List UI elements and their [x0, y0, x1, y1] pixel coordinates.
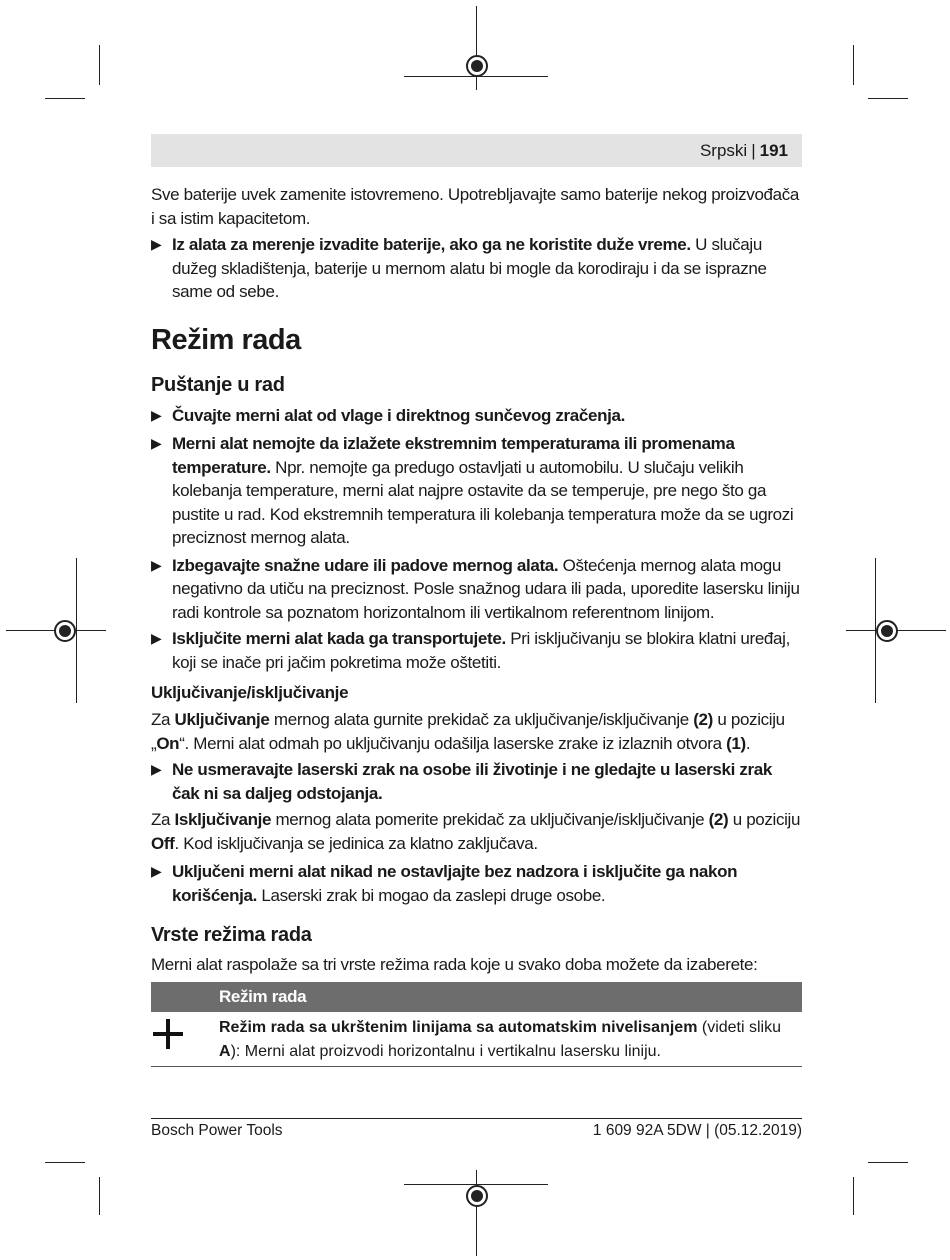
list-item: [151, 627, 802, 674]
bullet-text: Laserski zrak bi mogao da zaslepi druge osobe.: [256, 885, 606, 905]
list-item: [151, 404, 802, 428]
list-item: [151, 860, 802, 907]
bullet-triangle-icon: ▶: [151, 406, 162, 423]
page-footer: [151, 1118, 802, 1140]
bullet-triangle-icon: ▶: [151, 236, 162, 252]
bullet-bold-text: Čuvajte merni alat od vlage i direktnog sunčevog zračenja.: [172, 405, 626, 425]
registration-mark-icon: [466, 1185, 488, 1207]
bullet-triangle-icon: ▶: [151, 556, 162, 573]
list-item: [151, 432, 802, 550]
bullet-bold-text: Iz alata za merenje izvadite baterije, ako ga ne koristite duže vreme.: [172, 235, 691, 254]
bullet-text: U slučaju dužeg skladištenja, baterije u mernom alatu bi mogle da korodiraju i da se isprazne same od sebe.: [172, 235, 767, 301]
list-item: [151, 554, 802, 625]
modes-table: [151, 982, 802, 1067]
bullet-bold-text: Izbegavajte snažne udare ili padove mernog alata.: [172, 555, 559, 575]
registration-mark-icon: [54, 620, 76, 642]
paragraph: Za Uključivanje mernog alata gurnite prekidač za uključivanje/isključivanje (2) u poziciju „On“. Merni alat odmah po uključivanju odašilja laserske zrake iz izlaznih otvora (1).: [151, 710, 785, 753]
registration-mark-icon: [876, 620, 898, 642]
paragraph: Za Isključivanje mernog alata pomerite prekidač za uključivanje/isključivanje (2) u poziciju Off. Kod isključivanja se jedinica za klatno zaključava.: [151, 810, 801, 853]
subsection-title: Vrste režima rada: [151, 924, 312, 946]
paragraph: Sve baterije uvek zamenite istovremeno. Upotrebljavajte samo baterije nekog proizvođača i sa istim kapacitetom.: [151, 185, 800, 228]
registration-mark-icon: [466, 55, 488, 77]
bullet-triangle-icon: ▶: [151, 761, 162, 777]
bullet-text: Pri isključivanju se blokira klatni uređaj, koji se inače pri jačim pokretima može oštetiti.: [172, 629, 790, 672]
bullet-bold-text: Ne usmeravajte laserski zrak na osobe ili životinje i ne gledajte u laserski zrak čak ni sa daljeg odstojanja.: [172, 760, 772, 803]
plus-cross-icon: [151, 1016, 219, 1062]
page-header: [151, 134, 802, 167]
table-cell: Režim rada sa ukrštenim linijama sa automatskim nivelisanjem (videti sliku A): Merni alat proizvodi horizontalnu i vertikalnu lasersku liniju.: [219, 1018, 781, 1060]
bullet-bold-text: Isključite merni alat kada ga transportujete.: [172, 629, 506, 648]
bullet-bold-text: Merni alat nemojte da izlažete ekstremnim temperaturama ili promenama temperature.: [172, 434, 735, 477]
subsection-title: Puštanje u rad: [151, 373, 285, 396]
bullet-triangle-icon: ▶: [151, 630, 162, 646]
header-language: Srpski: [699, 140, 748, 160]
header-separator: |: [751, 140, 756, 160]
table-row: [151, 1012, 802, 1067]
bullet-text: Oštećenja mernog alata mogu negativno da utiču na preciznost. Posle snažnog udara ili pada, uporedite lasersku liniju radi kontrole sa poznatom horizontalnom ili vertikalnom referentnom linijom.: [172, 555, 800, 622]
list-item: [151, 758, 802, 805]
footer-brand: Bosch Power Tools: [151, 1122, 283, 1139]
section-title: Režim rada: [151, 323, 301, 356]
table-header: Režim rada: [151, 982, 802, 1012]
bullet-text: Npr. nemojte ga predugo ostavljati u automobilu. U slučaju velikih kolebanja temperature, merni alat najpre ostavite da se temperuje, pre nego što ga pustite u rad. Kod ekstremnih temperatura ili kolebanja temperatura može da se ugrozi preciznost mernog alata.: [172, 457, 794, 547]
page-content: [151, 134, 802, 1067]
bullet-triangle-icon: ▶: [151, 863, 162, 879]
bullet-bold-text: Uključeni merni alat nikad ne ostavljajte bez nadzora i isključite ga nakon korišćenja.: [172, 862, 738, 905]
footer-doc-id: 1 609 92A 5DW | (05.12.2019): [592, 1122, 802, 1139]
paragraph: Merni alat raspolaže sa tri vrste režima rada koje u svako doba možete da izaberete:: [151, 955, 758, 974]
bullet-triangle-icon: ▶: [151, 435, 162, 451]
subsection-title: Uključivanje/isključivanje: [151, 683, 349, 702]
page-number: 191: [759, 140, 788, 160]
list-item: [151, 233, 802, 304]
